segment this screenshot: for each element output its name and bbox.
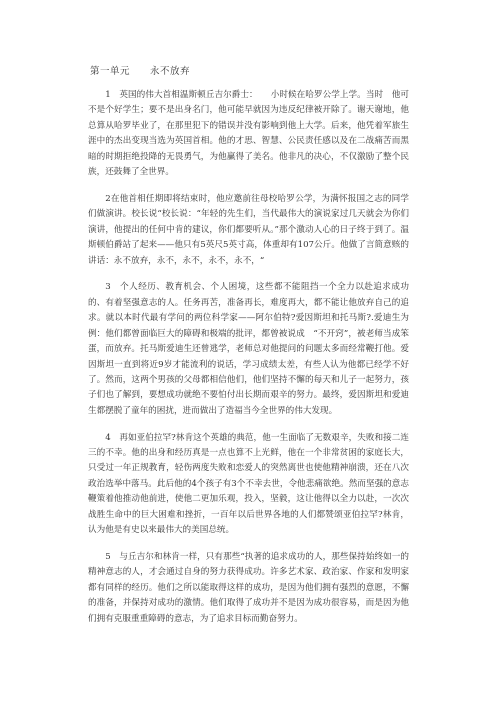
paragraph-4: 4 再如亚伯拉罕?林肯这个英雄的典范，他一生面临了无数艰辛，失败和接二连三的不幸。他的出身和经历真是一点也算不上光鲜，他在一个非常贫困的家庭长大，只受过一年正规教育，轻伤两度失败和恋爱人的突然离世也使他精神崩溃，还在八次政治选举中落马。此后他的4个孩子有3个不幸去世，令他悲痛欲绝。然而坚强的意志鞭策着他推动他前进，使他二更加乐观，投入，坚毅，这让他得以全力以赴，一次次战胜生命中的巨大困难和挫折，一百年以后世界各地的人们都赞颂亚伯拉罕?林肯，认为他是有史以来最伟大的美国总统。 (88, 432, 409, 536)
article-body (88, 88, 409, 639)
paragraph-2: 2在他首相任期即将结束时，他应邀前往母校哈罗公学，为满怀报国之志的同学们做演讲。校长说“校长说：“年轻的先生们，当代最伟大的演说家过几天就会为你们演讲，他提出的任何中肯的建议，你们都要听从。”那个激动人心的日子终于到了。温斯顿伯爵站了起来——他只有5英尺5英寸高，体重却有107公斤。他做了言简意赅的讲话：永不放弃，永不，永不，永不，永不，“ (88, 193, 409, 266)
unit-title: 第一单元 永不放弃 (90, 66, 191, 77)
paragraph-3: 3 个人经历、教育机会、个人困境，这些都不能阻挡一个全力以赴追求成功的、有着坚强意志的人。任务再苦，准备再长，难度再大，都不能让他放弃自己的追求。就以本时代最有学问的两位科学家——阿尔伯特?爱因斯坦和托马斯?.爱迪生为例：他们都曾面临巨大的障碍和极端的批评，都曾被说成 “不开窍”，被老师当成笨蛋，而放弃。托马斯爱迪生还曾逃学，老师总对他提问的问题太多而经常鞭打他。爱因斯坦一直到将近9岁才能流利的说话，学习成绩太差，有些人认为他都已经学不好了。然而，这两个男孩的父母都相信他们，他们坚持不懈的每天和儿子一起努力，孩子们也了解到，要想成功就绝不要怕付出长期而艰辛的努力。最终，爱因斯坦和爱迪生都摆脱了童年的困扰，进而做出了造福当今全世界的伟大发现。 (88, 282, 409, 416)
paragraph-5: 5 与丘吉尔和林肯一样，只有那些“执著的追求成功的人，那些保持始终如一的精神意志的人，才会通过自身的努力获得成功。许多艺术家、政治家、作家和发明家都有同样的经历。他们之所以能取得这样的成功，是因为他们拥有强烈的意愿，不懈的准备，并保持对成功的激情。他们取得了成功并不是因为成功很容易，而是因为他们拥有克服重重障碍的意志，为了追求目标而勤奋努力。 (88, 551, 409, 624)
paragraph-1: 1 英国的伟大首相温斯顿丘吉尔爵士： 小时候在哈罗公学上学。当时 他可不是个好学生；要不是出身名门，他可能早就因为违反纪律被开除了。谢天谢地，他总算从哈罗毕业了，在那里犯下的错误并没有影响到他上大学。后来，他凭着军旅生涯中的杰出变现当选为英国首相。他的才思、智慧、公民责任感以及在二战痛苦而黑暗的时期拒绝投降的无畏勇气，为他赢得了美名。他非凡的决心，不仅激励了整个民族，还鼓舞了全世界。 (88, 90, 409, 178)
